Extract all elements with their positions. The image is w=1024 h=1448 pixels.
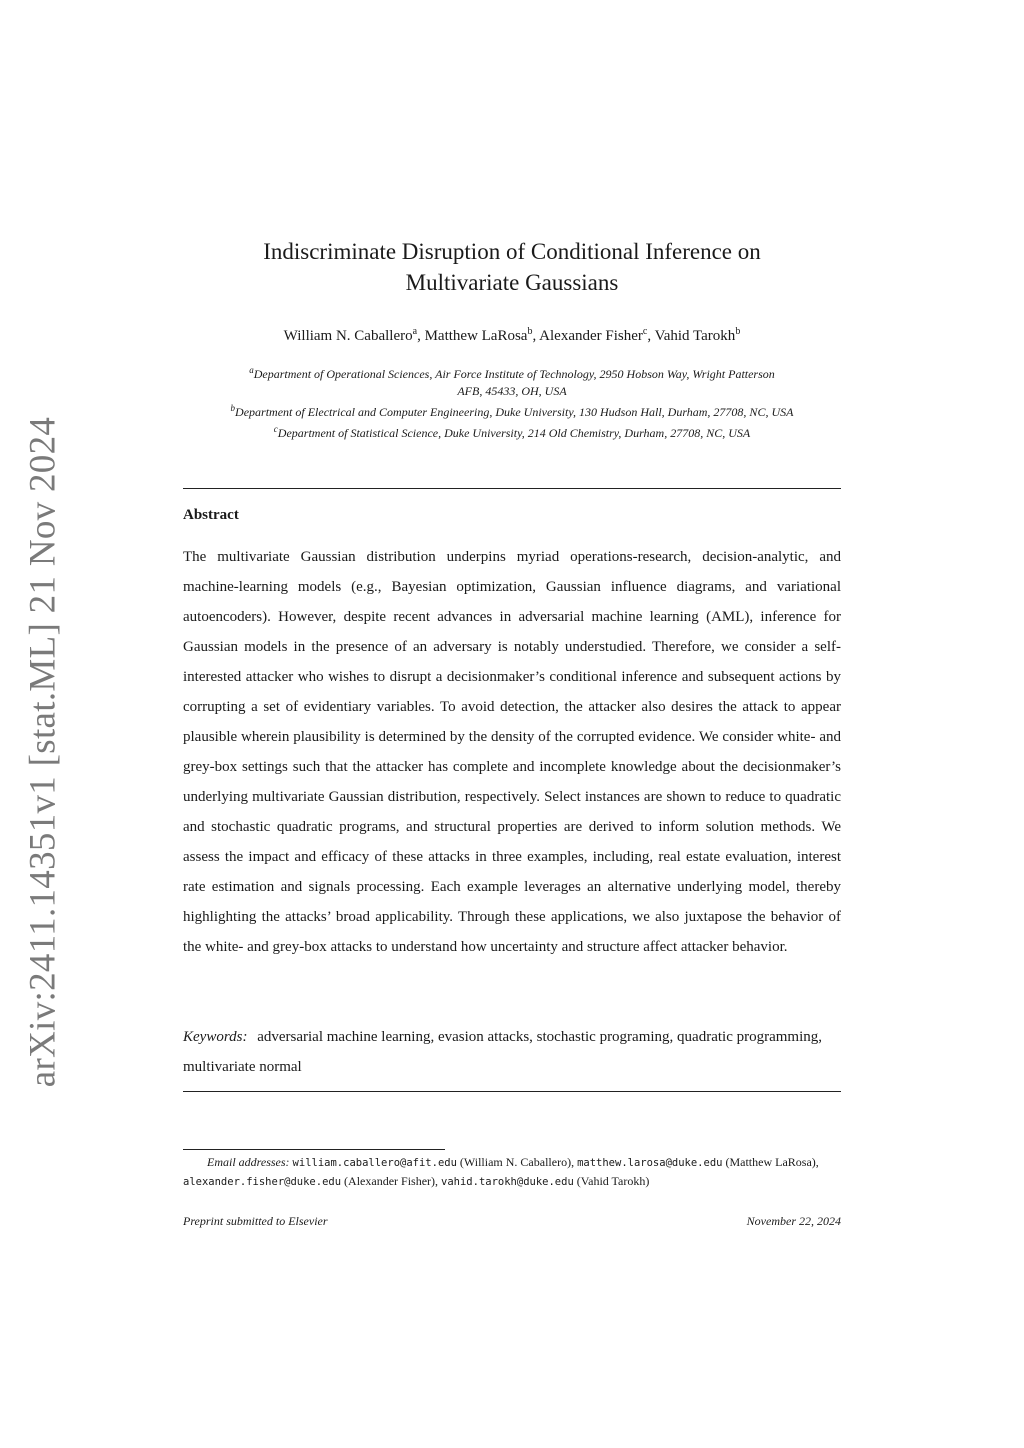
keywords-text: adversarial machine learning, evasion attacks, stochastic programing, quadratic programming, multivariate normal: [183, 1029, 823, 1075]
affiliation-continuation: AFB, 45433, OH, USA: [457, 384, 567, 398]
email-owner: (Alexander Fisher),: [344, 1174, 439, 1188]
footer-preprint-note: Preprint submitted to Elsevier: [183, 1214, 328, 1228]
affiliation: [150, 362, 874, 383]
affiliation: [150, 421, 874, 442]
author-name: Vahid Tarokh: [654, 328, 736, 344]
author-affiliation-mark: c: [642, 326, 648, 337]
footer-date: November 22, 2024: [746, 1214, 841, 1228]
author-name: William N. Caballero: [283, 328, 413, 344]
author-affiliation-mark: b: [735, 326, 741, 337]
author-affiliation-mark: b: [527, 326, 533, 337]
email-address[interactable]: william.caballero@afit.edu: [292, 1157, 457, 1169]
email-address[interactable]: vahid.tarokh@duke.edu: [441, 1176, 574, 1188]
email-address[interactable]: alexander.fisher@duke.edu: [183, 1176, 342, 1188]
footnote-label: Email addresses:: [207, 1155, 290, 1169]
affiliation-text: Department of Statistical Science, Duke University, 214 Old Chemistry, Durham, 27708, NC, USA: [277, 426, 751, 440]
affiliation: [150, 400, 874, 421]
paper-title: [150, 236, 874, 298]
email-owner: (Vahid Tarokh): [576, 1174, 650, 1188]
affiliation-list: [150, 362, 874, 442]
abstract-top-rule: [183, 488, 841, 489]
footnote-rule: [183, 1149, 445, 1150]
email-address[interactable]: matthew.larosa@duke.edu: [577, 1157, 723, 1169]
affiliation-mark: a: [249, 365, 254, 375]
author-name: Alexander Fisher: [539, 328, 643, 344]
abstract-bottom-rule: [183, 1091, 841, 1092]
title-line-2: Multivariate Gaussians: [405, 270, 619, 295]
email-owner: (Matthew LaRosa),: [725, 1155, 819, 1169]
title-line-1: Indiscriminate Disruption of Conditional Inference on: [263, 239, 761, 264]
affiliation-mark: b: [230, 403, 236, 413]
email-owner: (William N. Caballero),: [459, 1155, 575, 1169]
affiliation-text: Department of Electrical and Computer Engineering, Duke University, 130 Hudson Hall, Durham, 27708, NC, USA: [235, 405, 794, 419]
arxiv-side-stamp: arXiv:2411.14351v1 [stat.ML] 21 Nov 2024: [22, 416, 64, 1088]
keywords-label: Keywords:: [183, 1029, 248, 1045]
author-name: Matthew LaRosa: [424, 328, 528, 344]
author-list: William N. Caballero$^a$, Matthew LaRosa$^b$, Alexander Fisher$^c$, Vahid Tarokh$^b$: [283, 326, 741, 344]
keywords: [183, 1022, 841, 1082]
affiliation-text: Department of Operational Sciences, Air Force Institute of Technology, 2950 Hobson Way, Wright Patterson: [253, 367, 775, 381]
author-affiliation-mark: a: [412, 326, 418, 337]
email-footnote: [183, 1153, 841, 1191]
affiliation-mark: c: [273, 424, 278, 434]
abstract-body: The multivariate Gaussian distribution underpins myriad operations-research, decision-analytic, and machine-learning models (e.g., Bayesian optimization, Gaussian influence diagrams, and variational autoencoders). However, despite recent advances in adversarial machine learning (AML), inference for Gaussian models in the presence of an adversary is notably understudied. Therefore, we consider a self-interested attacker who wishes to disrupt a decisionmaker’s conditional inference and subsequent actions by corrupting a set of evidentiary variables. To avoid detection, the attacker also desires the attack to appear plausible wherein plausibility is determined by the density of the corrupted evidence. We consider white- and grey-box settings such that the attacker has complete and incomplete knowledge about the decisionmaker’s underlying multivariate Gaussian distribution, respectively. Select instances are shown to reduce to quadratic and stochastic quadratic programs, and structural properties are derived to inform solution methods. We assess the impact and efficacy of these attacks in three examples, including, real estate evaluation, interest rate estimation and signals processing. Each example leverages an alternative underlying model, thereby highlighting the attacks’ broad applicability. Through these applications, we also juxtapose the behavior of the white- and grey-box attacks to understand how uncertainty and structure affect attacker behavior.: [183, 549, 841, 955]
abstract-heading: Abstract: [183, 507, 239, 523]
